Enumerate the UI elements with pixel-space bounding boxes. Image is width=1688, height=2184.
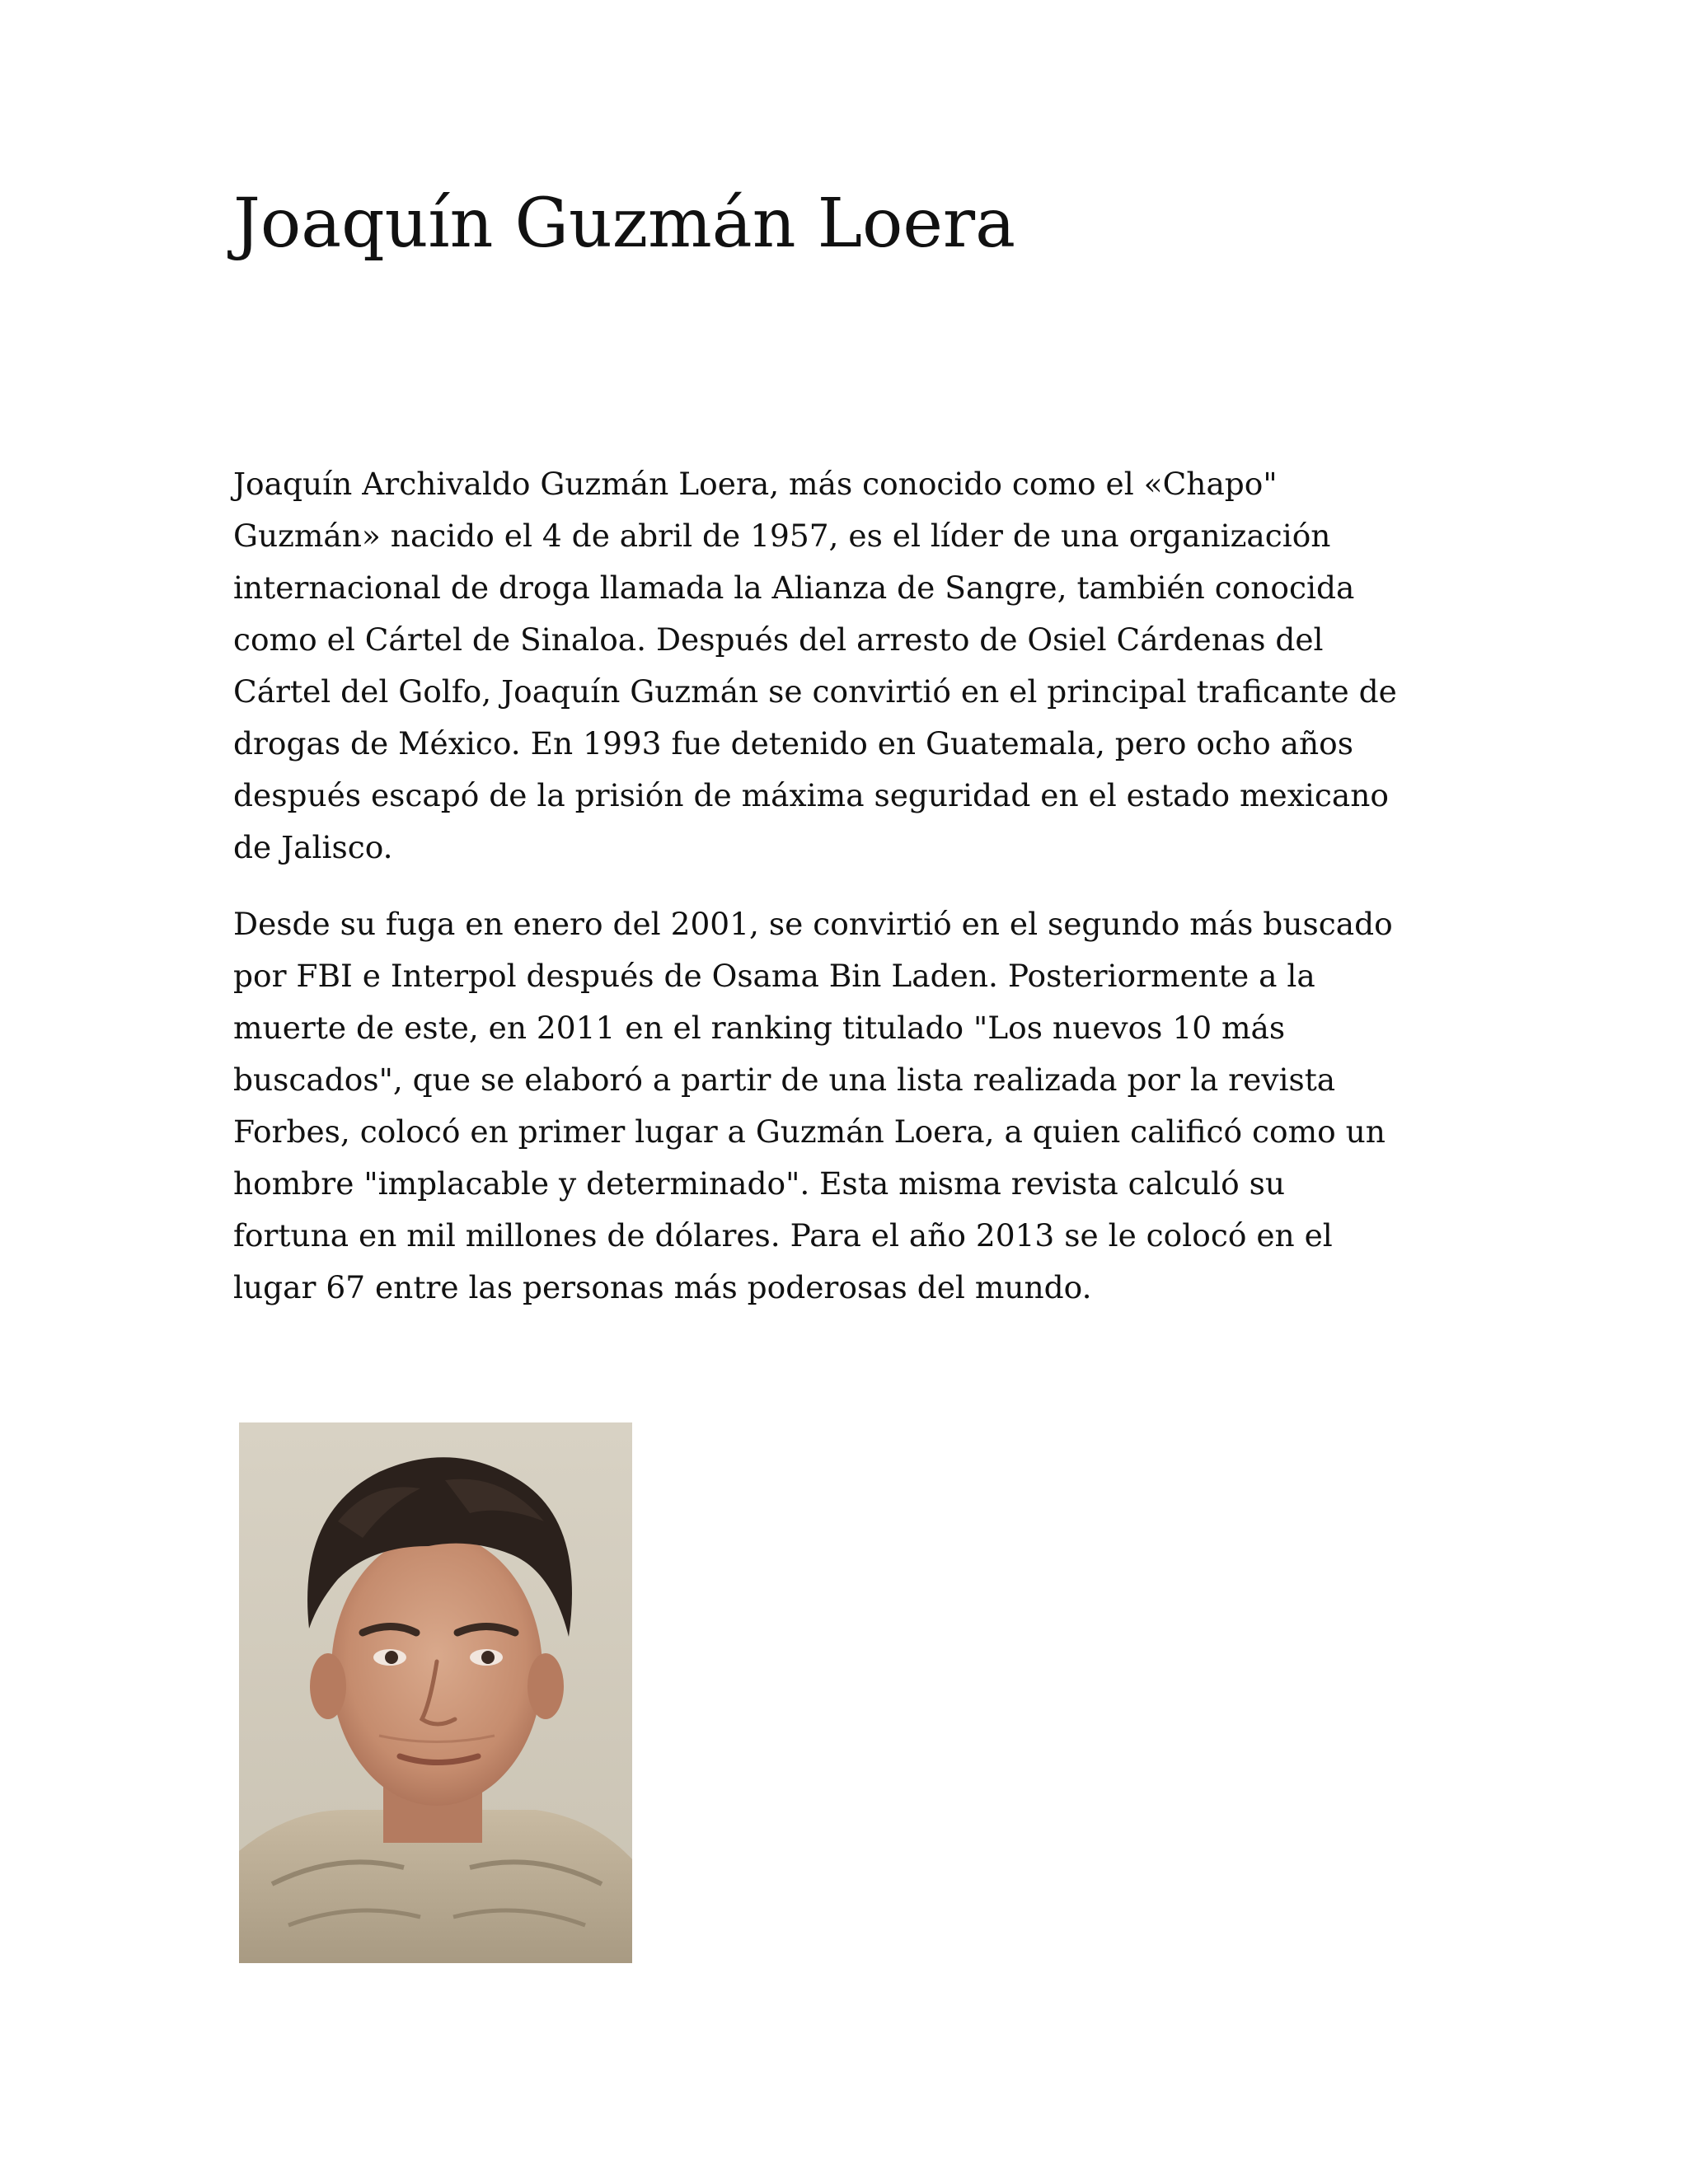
paragraph-line: Desde su fuga en enero del 2001, se convirtió en el segundo más buscado	[233, 906, 1393, 942]
paragraph-line: por FBI e Interpol después de Osama Bin Laden. Posteriormente a la	[233, 958, 1315, 994]
paragraph-line: como el Cártel de Sinaloa. Después del arresto de Osiel Cárdenas del	[233, 621, 1324, 658]
paragraph-line: Forbes, colocó en primer lugar a Guzmán Loera, a quien calificó como un	[233, 1113, 1386, 1150]
paragraph-line: hombre "implacable y determinado". Esta misma revista calculó su	[233, 1165, 1286, 1202]
paragraph-line: Guzmán» nacido el 4 de abril de 1957, es el líder de una organización	[233, 518, 1331, 554]
document-body	[233, 458, 1461, 1338]
paragraph-line: después escapó de la prisión de máxima seguridad en el estado mexicano	[233, 777, 1389, 813]
portrait-illustration	[239, 1422, 632, 1963]
paragraph-line: buscados", que se elaboró a partir de una lista realizada por la revista	[233, 1062, 1336, 1098]
paragraph-line: lugar 67 entre las personas más poderosas del mundo.	[233, 1269, 1092, 1305]
paragraph-line: drogas de México. En 1993 fue detenido en Guatemala, pero ocho años	[233, 725, 1353, 762]
paragraph-line: Cártel del Golfo, Joaquín Guzmán se convirtió en el principal traficante de	[233, 673, 1397, 710]
portrait-photo	[239, 1422, 632, 1963]
paragraph-line: de Jalisco.	[233, 829, 393, 865]
paragraph-line: fortuna en mil millones de dólares. Para el año 2013 se le colocó en el	[233, 1217, 1333, 1254]
paragraph-line: muerte de este, en 2011 en el ranking titulado "Los nuevos 10 más	[233, 1010, 1286, 1046]
paragraph-1	[233, 458, 1461, 874]
document-title: Joaquín Guzmán Loera	[233, 185, 1016, 263]
paragraph-2	[233, 898, 1461, 1314]
paragraph-line: Joaquín Archivaldo Guzmán Loera, más conocido como el «Chapo"	[233, 466, 1278, 502]
paragraph-line: internacional de droga llamada la Alianza de Sangre, también conocida	[233, 569, 1355, 606]
